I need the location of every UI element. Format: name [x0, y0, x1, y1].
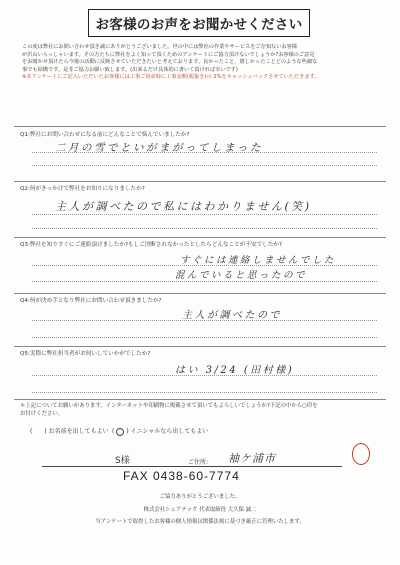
answer-line: [32, 392, 377, 393]
option-name-mark: [34, 428, 42, 436]
answer-2-handwriting: 主人が調べたので私にはわかりません(笑): [55, 200, 312, 213]
intro-line: をお聞かせ頂けたら今後の活動に反映させていただきたいと考えております。良かったこと、嬉しかったことどのような些細な: [22, 59, 318, 66]
answer-3b-handwriting: 混んでいると思ったので: [175, 270, 308, 281]
fax-number: FAX 0438-60-7774: [123, 469, 240, 483]
question-1: Q1:弊社にお問い合わせになる前にどんなことで悩んでいましたか?: [20, 132, 190, 138]
answer-3a-handwriting: すぐには連絡しませんでした: [180, 255, 337, 266]
consent-line: ＊上記についてお願いがあります。インターネットや印刷物に掲載させて頂いてもよろしいでしょうか?下記の中から○印を: [20, 403, 318, 409]
section-divider: [14, 181, 386, 182]
answer-4-handwriting: 主人が調べたので: [182, 310, 282, 321]
customer-name: S様: [115, 456, 130, 466]
question-5: Q5:実際に弊社担当者がお伺いしていかがでしたか?: [20, 351, 151, 357]
option-name-label: お名前を出してもよい: [48, 428, 109, 435]
thanks-text: ご協力ありがとうございました。: [159, 494, 241, 500]
question-2: Q2:何がきっかけで弊社をお知りになりましたか?: [20, 186, 145, 192]
option-initial: ( ) イニシャルなら出してもよい: [112, 428, 209, 435]
cashback-note: ※本アンケートにご記入いただいたお客様には工事ご用命時に工事金額(税抜き)の 2%をキャッシュバックさせていただきます。: [22, 74, 320, 81]
answer-line: [32, 228, 377, 229]
intro-text: [22, 44, 382, 82]
address-handwriting: 袖ケ浦市: [228, 452, 276, 465]
answer-5-handwriting: はい 3/24 (田村様): [175, 365, 295, 376]
answer-line: [32, 165, 377, 166]
answer-1-handwriting: 二月の雪でといがまがってしまった: [55, 142, 263, 154]
section-divider: [14, 237, 386, 238]
answer-line: [32, 337, 377, 338]
option-initial-label: イニシャルなら出してもよい: [130, 428, 209, 435]
answer-line: [32, 214, 377, 215]
option-name: ( ) お名前を出してもよい: [30, 428, 109, 435]
answer-line: [32, 281, 377, 282]
address-label: ご住所:: [188, 459, 209, 466]
section-divider: [14, 399, 386, 400]
company-text: 株式会社シェアテック 代表取締役 大久保 誠二: [143, 507, 257, 513]
intro-line: この度は弊社にお問い合わせ頂き誠にありがとうございました。世の中には弊社の作業やサービスをご存知ないお客様: [22, 44, 297, 50]
consent-line: お付けください。: [20, 410, 64, 417]
intro-line: が沢山いらっしゃいます。その方たちに弊社をよく知って頂くためのアンケートにご協力頂けないでしょうか?お客様のご意見: [22, 51, 315, 58]
red-stamp: [352, 443, 370, 465]
option-initial-mark: [116, 428, 124, 436]
section-divider: [14, 126, 386, 127]
question-4: Q4:何が決め手となり弊社にお問い合わせ頂きましたか?: [20, 298, 162, 304]
section-divider: [14, 346, 386, 347]
intro-line: 事でも結構です。是非ご協力お願い致します。(出来るだけ具体的に書いて頂ければ幸いです): [22, 66, 238, 73]
question-3: Q3:弊社を知りすぐにご連絡頂けましたか?もしご決断されなかったとしたらどんなことが不安でしたか?: [20, 242, 282, 248]
page-title: お客様のお声をお聞かせください: [88, 9, 310, 37]
privacy-text: 当アンケートで取得したお客様の個人情報は関係法規に基づき厳正に管理いたします。: [95, 519, 305, 525]
consent-text: [20, 403, 382, 418]
section-divider: [14, 293, 386, 294]
name-underline: [42, 466, 342, 467]
